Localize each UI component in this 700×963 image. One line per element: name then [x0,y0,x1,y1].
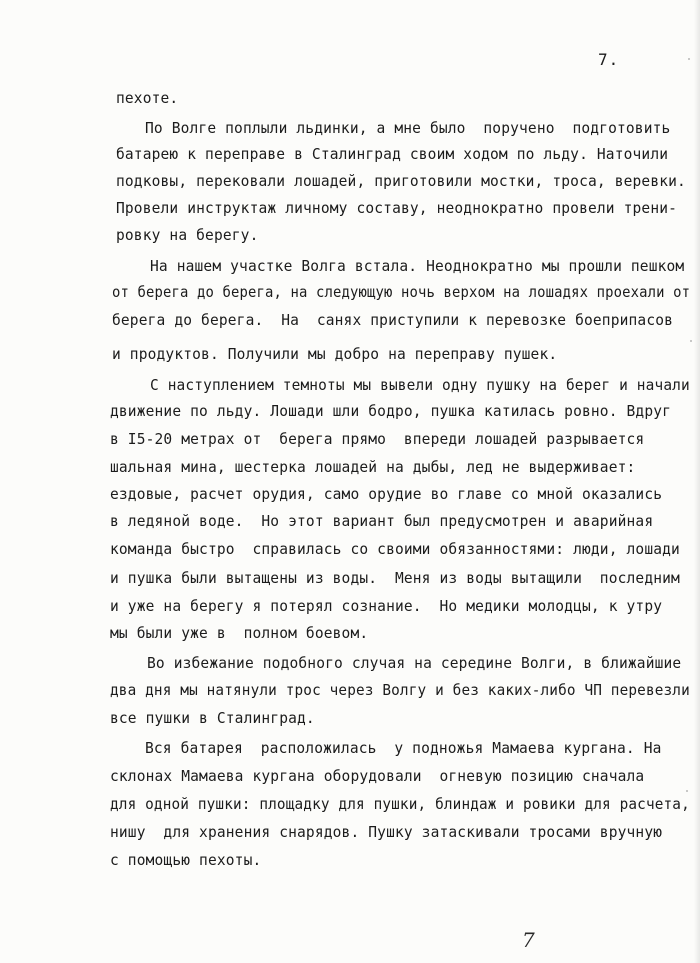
text-line: подковы, перековали лошадей, приготовили мостки, троса, веревки. [116,172,686,190]
text-line: с помощью пехоты. [110,851,262,869]
text-line: Во избежание подобного случая на середине Волги, в ближайшие [147,654,682,672]
text-line: мы были уже в полном боевом. [110,624,369,642]
text-line: склонах Мамаева кургана оборудовали огневую позицию сначала [110,767,645,785]
text-line: движение по льду. Лошади шли бодро, пушка катилась ровно. Вдруг [110,402,672,420]
text-line: батарею к переправе в Сталинград своим ходом по льду. Наточили [116,145,669,163]
text-line: все пушки в Сталинград. [110,709,315,727]
scan-speck [688,58,690,60]
text-line: и пушка были вытащены из воды. Меня из воды вытащили последним [110,569,680,587]
text-line: два дня мы натянули трос через Волгу и без каких-либо ЧП перевезли [110,681,690,699]
page-number: 7. [598,50,620,69]
text-line: берега до берега. На санях приступили к перевозке боеприпасов [112,311,674,329]
text-line: С наступлением темноты мы вывели одну пушку на берег и начали [150,376,690,394]
text-line: в I5-20 метрах от берега прямо впереди лошадей разрывается [110,430,645,448]
handwritten-page-mark: 7 [522,928,535,952]
text-line: На нашем участке Волга встала. Неоднократно мы прошли пешком [150,257,685,275]
text-line: для одной пушки: площадку для пушки, блиндаж и ровики для расчета, [110,795,690,813]
text-line: Вся батарея расположилась у подножья Мамаева кургана. На [145,739,662,757]
text-line: Провели инструктаж личному составу, неоднократно провели трени- [116,199,678,217]
text-line: ездовые, расчет орудия, само орудие во главе со мной оказались [110,485,663,503]
text-line: и уже на берегу я потерял сознание. Но медики молодцы, к утру [110,597,663,615]
text-line: от берега до берега, на следующую ночь верхом на лошадях проехали от [112,283,691,301]
text-line: ровку на берегу. [116,226,259,244]
text-line: нишу для хранения снарядов. Пушку затаскивали тросами вручную [110,823,663,841]
text-line: пехоте. [116,89,179,107]
text-line: шальная мина, шестерка лошадей на дыбы, лед не выдерживает: [110,458,636,476]
text-line: команда быстро справилась со своими обязанностями: люди, лошади [110,540,680,558]
scan-speck [686,790,688,792]
scan-speck [690,340,692,342]
text-line: и продуктов. Получили мы добро на переправу пушек. [112,345,558,363]
page-edge-shadow [694,0,700,963]
text-line: в ледяной воде. Но этот вариант был предусмотрен и аварийная [110,512,654,530]
text-line: По Волге поплыли льдинки, а мне было поручено подготовить [145,119,671,137]
